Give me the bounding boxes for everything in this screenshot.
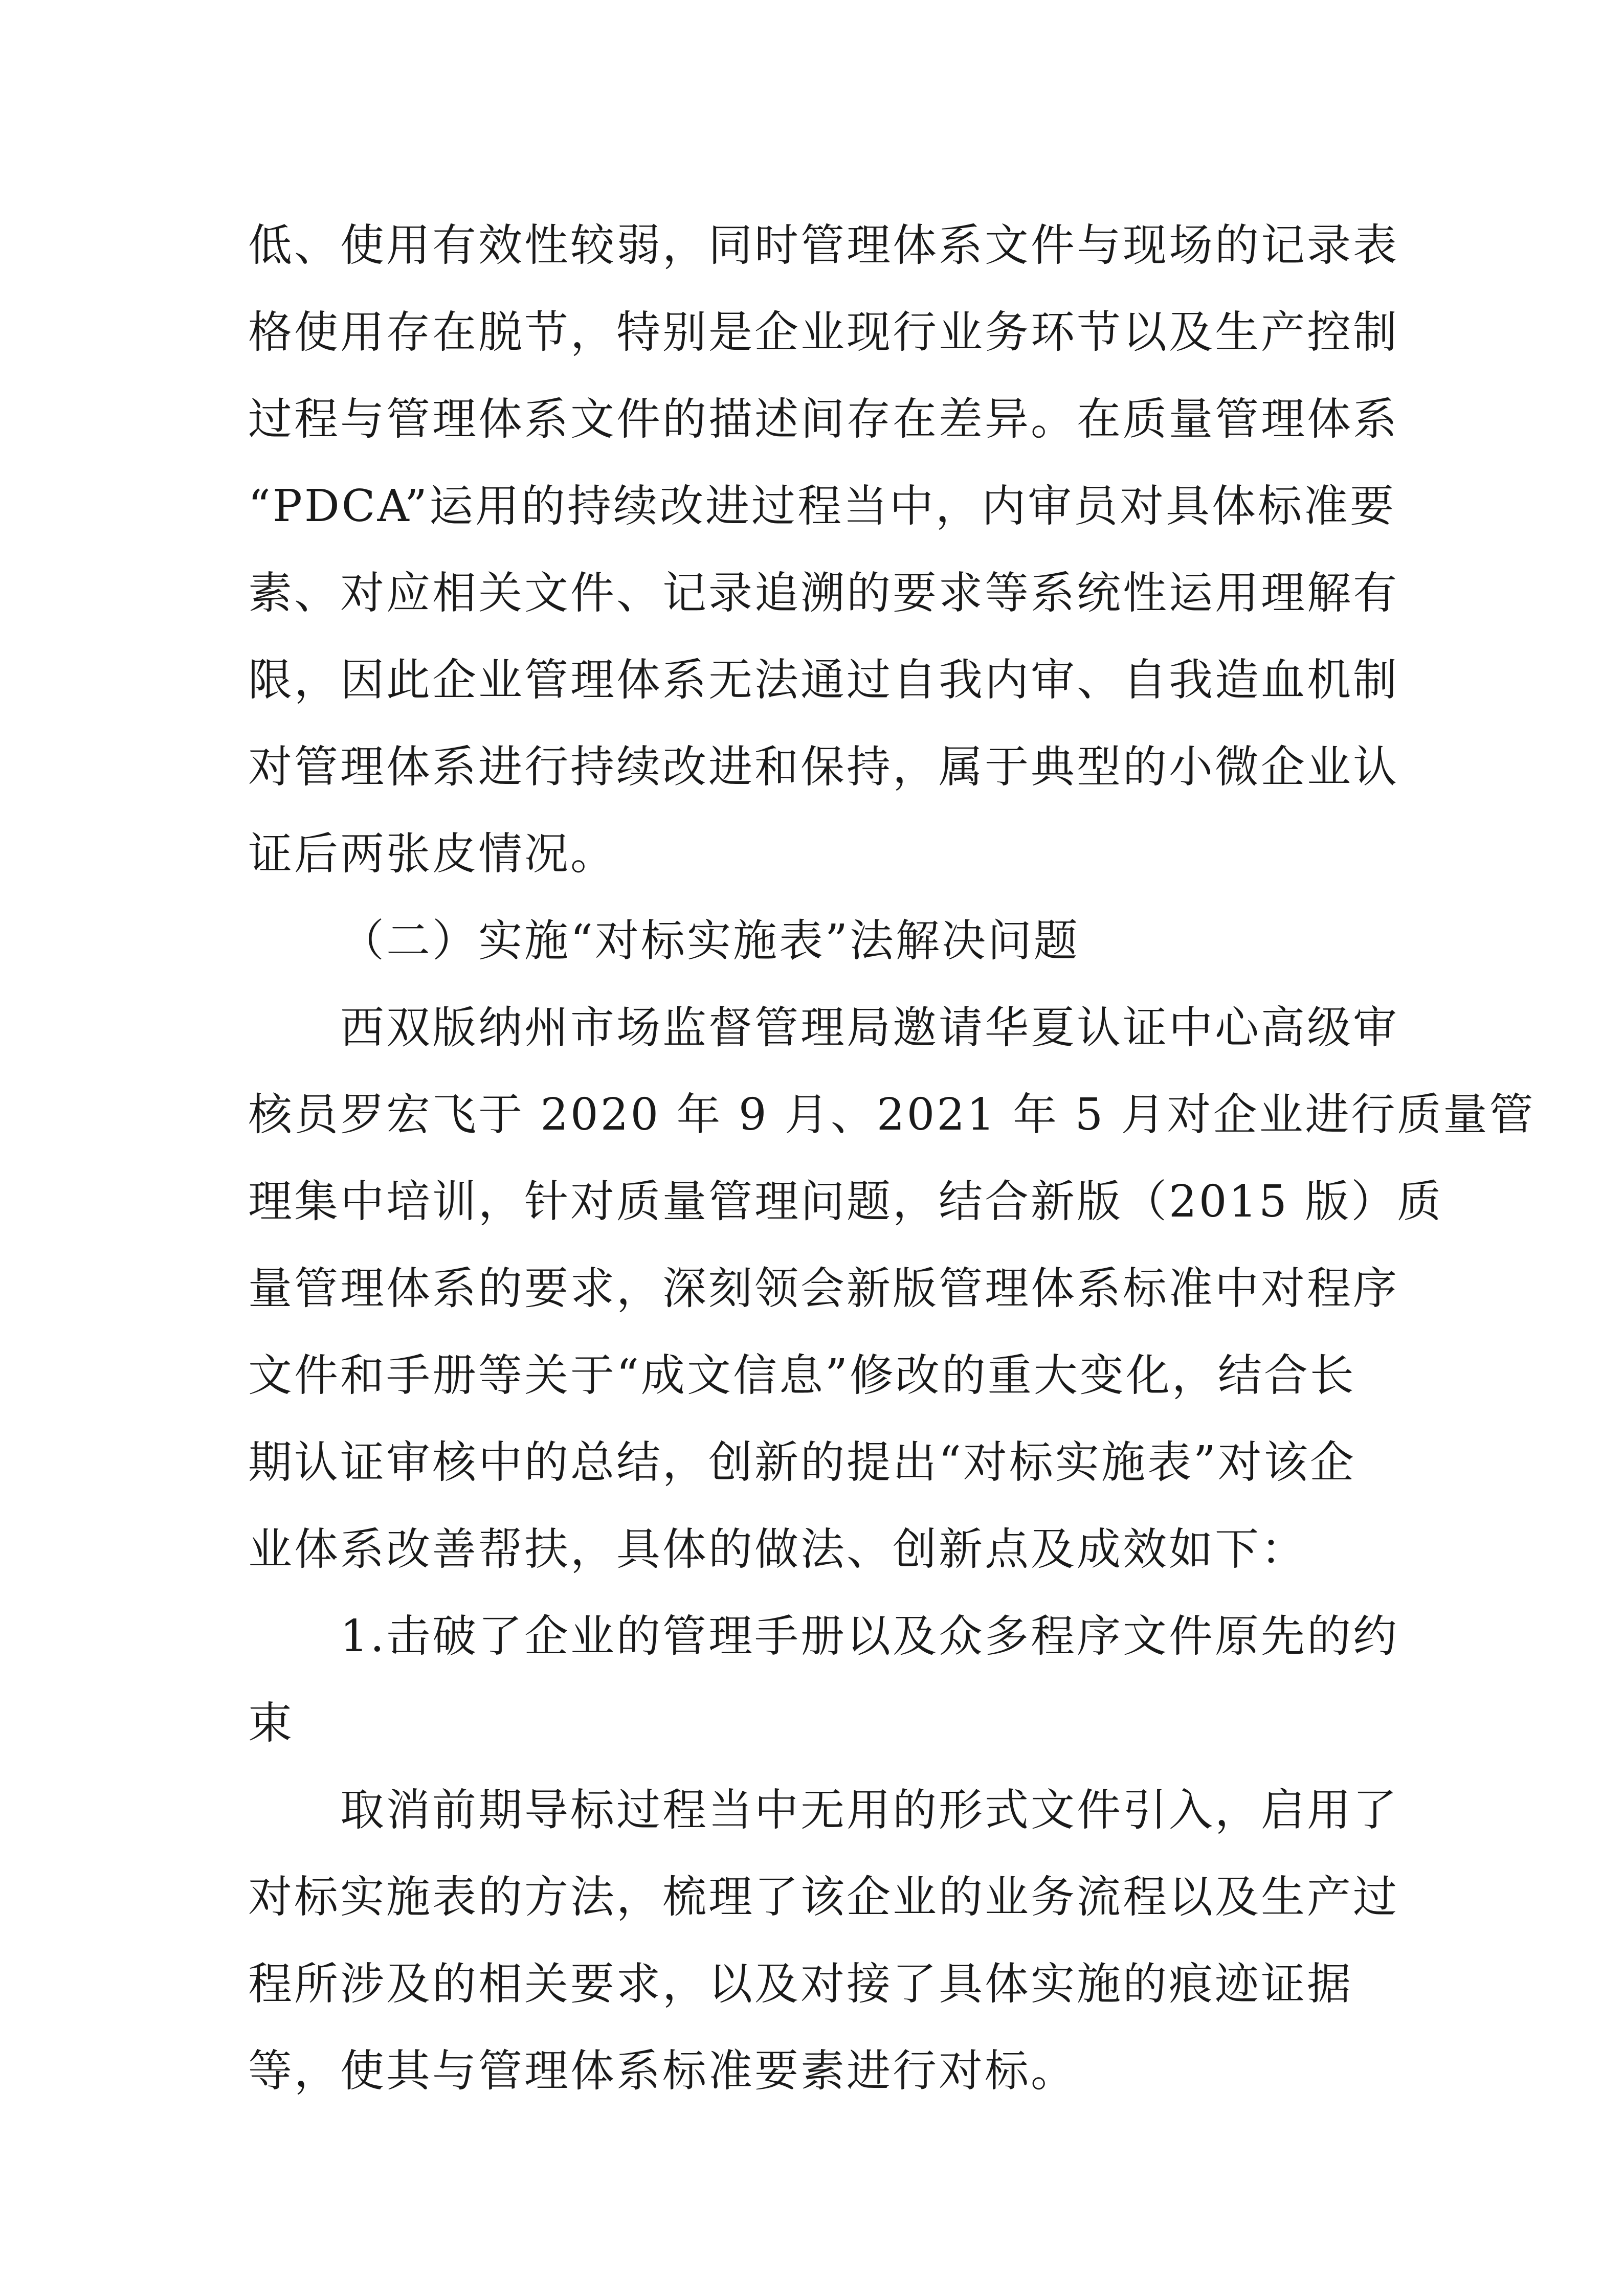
- paragraph-1-line-4: “PDCA”运用的持续改进过程当中，内审员对具体标准要: [248, 481, 1396, 532]
- paragraph-1-line-3: 过程与管理体系文件的描述间存在差异。在质量管理体系: [248, 394, 1399, 445]
- paragraph-3-line-4: 量管理体系的要求，深刻领会新版管理体系标准中对程序: [248, 1263, 1399, 1314]
- paragraph-1-line-8: 证后两张皮情况。: [248, 828, 616, 880]
- numbered-subheading-line-2: 束: [248, 1698, 294, 1749]
- paragraph-3-line-1: 西双版纳州市场监督管理局邀请华夏认证中心高级审: [340, 1002, 1399, 1053]
- paragraph-3-line-5: 文件和手册等关于“成文信息”修改的重大变化，结合长: [248, 1350, 1356, 1401]
- paragraph-1-line-7: 对管理体系进行持续改进和保持，属于典型的小微企业认: [248, 741, 1399, 793]
- paragraph-3-line-7: 业体系改善帮扶，具体的做法、创新点及成效如下：: [248, 1524, 1307, 1575]
- paragraph-1-line-6: 限，因此企业管理体系无法通过自我内审、自我造血机制: [248, 655, 1399, 706]
- paragraph-5-line-3: 程所涉及的相关要求，以及对接了具体实施的痕迹证据: [248, 1959, 1353, 2010]
- paragraph-3-line-6: 期认证审核中的总结，创新的提出“对标实施表”对该企: [248, 1437, 1356, 1488]
- section-heading: （二）实施“对标实施表”法解决问题: [340, 915, 1080, 966]
- paragraph-1-line-5: 素、对应相关文件、记录追溯的要求等系统性运用理解有: [248, 568, 1399, 619]
- paragraph-5-line-4: 等，使其与管理体系标准要素进行对标。: [248, 2045, 1077, 2097]
- paragraph-5-line-1: 取消前期导标过程当中无用的形式文件引入，启用了: [340, 1785, 1399, 1836]
- paragraph-3-line-2: 核员罗宏飞于 2020 年 9 月、2021 年 5 月对企业进行质量管: [248, 1089, 1536, 1140]
- numbered-subheading-line-1: 1.击破了企业的管理手册以及众多程序文件原先的约: [340, 1611, 1399, 1662]
- paragraph-1-line-2: 格使用存在脱节，特别是企业现行业务环节以及生产控制: [248, 307, 1399, 358]
- paragraph-3-line-3: 理集中培训，针对质量管理问题，结合新版（2015 版）质: [248, 1176, 1443, 1227]
- paragraph-5-line-2: 对标实施表的方法，梳理了该企业的业务流程以及生产过: [248, 1872, 1399, 1923]
- paragraph-1-line-1: 低、使用有效性较弱，同时管理体系文件与现场的记录表: [248, 220, 1399, 271]
